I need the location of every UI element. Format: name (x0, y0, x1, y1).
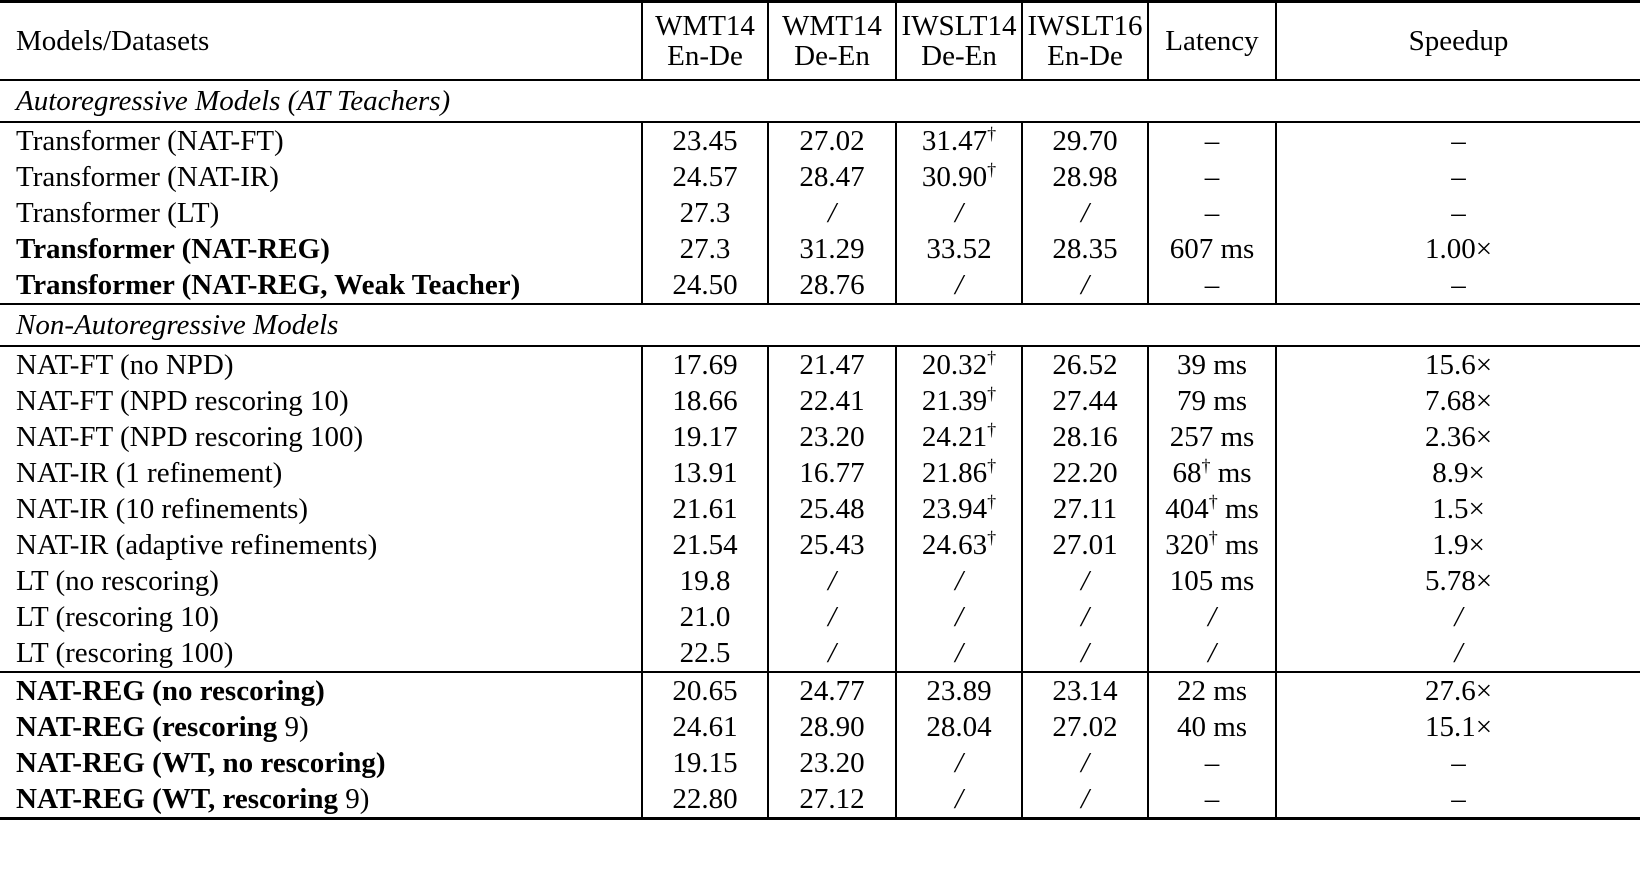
row-model-label: LT (no rescoring) (16, 564, 219, 597)
cell-iwslt16: / (1022, 781, 1148, 819)
cell-wmt14ed: 17.69 (642, 346, 768, 383)
table-row (0, 346, 1640, 383)
cell-speedup: – (1276, 267, 1640, 304)
cell-iwslt14: 24.63† (896, 527, 1022, 563)
cell-latency: 607 ms (1148, 231, 1276, 267)
cell-speedup: – (1276, 122, 1640, 159)
cell-iwslt14: 31.47† (896, 122, 1022, 159)
table-row (0, 455, 1640, 491)
cell-iwslt14: 33.52 (896, 231, 1022, 267)
cell-iwslt14: / (896, 195, 1022, 231)
cell-wmt14de: 28.90 (768, 709, 896, 745)
cell-wmt14ed: 19.17 (642, 419, 768, 455)
cell-latency: – (1148, 122, 1276, 159)
cell-wmt14de: 22.41 (768, 383, 896, 419)
cell-iwslt14: 23.94† (896, 491, 1022, 527)
cell-wmt14de: / (768, 635, 896, 672)
cell-wmt14de: 27.12 (768, 781, 896, 819)
cell-speedup: – (1276, 195, 1640, 231)
cell-iwslt16: 22.20 (1022, 455, 1148, 491)
column-header-wmt14de (768, 2, 896, 81)
table-header-row (0, 2, 1640, 81)
row-model-label: NAT-IR (10 refinements) (16, 492, 309, 525)
cell-latency: – (1148, 745, 1276, 781)
cell-speedup: 15.6× (1276, 346, 1640, 383)
cell-wmt14ed: 23.45 (642, 122, 768, 159)
cell-wmt14ed: 21.61 (642, 491, 768, 527)
cell-wmt14de: 27.02 (768, 122, 896, 159)
cell-wmt14de: 23.20 (768, 419, 896, 455)
table-row (0, 599, 1640, 635)
cell-speedup: 8.9× (1276, 455, 1640, 491)
cell-iwslt14: 21.86† (896, 455, 1022, 491)
row-model-label: NAT-IR (adaptive refinements) (16, 528, 378, 561)
row-model-label: Transformer (NAT-FT) (0, 122, 642, 159)
column-header-iwslt16 (1022, 2, 1148, 81)
cell-latency: 79 ms (1148, 383, 1276, 419)
cell-wmt14ed: 22.80 (642, 781, 768, 819)
cell-speedup: 1.5× (1276, 491, 1640, 527)
table-row (0, 781, 1640, 819)
cell-wmt14de: 25.48 (768, 491, 896, 527)
cell-wmt14ed: 20.65 (642, 672, 768, 709)
row-model-label: Transformer (NAT-IR) (16, 160, 279, 193)
section-title: Non-Autoregressive Models (0, 304, 1640, 346)
cell-speedup: 2.36× (1276, 419, 1640, 455)
row-model-label: Transformer (NAT-REG) (16, 232, 330, 265)
cell-wmt14de: 28.76 (768, 267, 896, 304)
cell-wmt14ed: 19.15 (642, 745, 768, 781)
cell-iwslt16: / (1022, 599, 1148, 635)
table-row (0, 745, 1640, 781)
table-row (0, 383, 1640, 419)
row-model-label: LT (rescoring 100) (16, 636, 234, 669)
section-title: Autoregressive Models (AT Teachers) (0, 80, 1640, 122)
cell-speedup: 27.6× (1276, 672, 1640, 709)
cell-latency: – (1148, 267, 1276, 304)
cell-iwslt16: 28.35 (1022, 231, 1148, 267)
cell-wmt14de: 16.77 (768, 455, 896, 491)
cell-wmt14ed: 13.91 (642, 455, 768, 491)
cell-wmt14de: / (768, 599, 896, 635)
cell-iwslt14: 20.32† (896, 346, 1022, 383)
column-header-line1: IWSLT16 (1027, 9, 1143, 42)
table-row (0, 267, 1640, 304)
cell-speedup: 5.78× (1276, 563, 1640, 599)
cell-iwslt16: 27.44 (1022, 383, 1148, 419)
column-header-line1: WMT14 (655, 9, 755, 42)
cell-iwslt16: 28.16 (1022, 419, 1148, 455)
cell-latency: / (1148, 635, 1276, 672)
table-row (0, 419, 1640, 455)
cell-iwslt14: / (896, 599, 1022, 635)
cell-latency: – (1148, 781, 1276, 819)
column-header-line2: De-En (794, 40, 870, 72)
table-row (0, 159, 1640, 195)
cell-wmt14ed: 24.50 (642, 267, 768, 304)
column-header-model (0, 2, 642, 81)
cell-speedup: 7.68× (1276, 383, 1640, 419)
cell-iwslt16: 29.70 (1022, 122, 1148, 159)
column-header-line2: En-De (1047, 40, 1123, 72)
section-header-row (0, 80, 1640, 122)
cell-iwslt14: 23.89 (896, 672, 1022, 709)
cell-latency: 39 ms (1148, 346, 1276, 383)
cell-wmt14de: 28.47 (768, 159, 896, 195)
cell-wmt14ed: 21.54 (642, 527, 768, 563)
cell-latency: 257 ms (1148, 419, 1276, 455)
cell-wmt14ed: 24.61 (642, 709, 768, 745)
cell-latency: – (1148, 195, 1276, 231)
cell-iwslt16: 27.01 (1022, 527, 1148, 563)
cell-iwslt14: / (896, 563, 1022, 599)
cell-iwslt14: / (896, 267, 1022, 304)
row-model-label: Transformer (NAT-REG, Weak Teacher) (16, 268, 521, 301)
row-model-label: NAT-FT (NPD rescoring 10) (16, 384, 349, 417)
row-model-label: LT (rescoring 10) (16, 600, 219, 633)
column-header-iwslt14 (896, 2, 1022, 81)
cell-wmt14de: 25.43 (768, 527, 896, 563)
row-model-label: NAT-FT (no NPD) (0, 346, 642, 383)
cell-wmt14ed: 27.3 (642, 231, 768, 267)
cell-iwslt14: / (896, 635, 1022, 672)
column-header-line1: IWSLT14 (901, 9, 1017, 42)
table-row (0, 635, 1640, 672)
table-row (0, 122, 1640, 159)
column-header-line1: Latency (1165, 24, 1259, 57)
column-header-line2: En-De (667, 40, 743, 72)
cell-iwslt16: 27.02 (1022, 709, 1148, 745)
column-header-latency (1148, 2, 1276, 81)
table-row (0, 527, 1640, 563)
cell-iwslt14: 30.90† (896, 159, 1022, 195)
table-bottom-rule (0, 819, 1640, 821)
column-header-line1: WMT14 (782, 9, 882, 42)
cell-wmt14ed: 19.8 (642, 563, 768, 599)
table-row (0, 672, 1640, 709)
cell-iwslt16: / (1022, 195, 1148, 231)
row-model-label: NAT-REG (WT, rescoring 9) (16, 782, 370, 815)
cell-wmt14de: / (768, 195, 896, 231)
cell-iwslt16: / (1022, 563, 1148, 599)
cell-speedup: – (1276, 781, 1640, 819)
cell-speedup: 15.1× (1276, 709, 1640, 745)
cell-wmt14ed: 24.57 (642, 159, 768, 195)
column-header-line1: Models/Datasets (16, 24, 210, 57)
cell-iwslt14: 24.21† (896, 419, 1022, 455)
row-model-label: NAT-FT (NPD rescoring 100) (16, 420, 364, 453)
row-model-label: NAT-IR (1 refinement) (16, 456, 283, 489)
row-model-label: NAT-REG (rescoring 9) (16, 710, 309, 743)
column-header-line2: De-En (921, 40, 997, 72)
cell-wmt14ed: 22.5 (642, 635, 768, 672)
cell-wmt14de: 21.47 (768, 346, 896, 383)
cell-iwslt16: / (1022, 635, 1148, 672)
bottom-rule-cell (0, 819, 1640, 821)
cell-iwslt14: 28.04 (896, 709, 1022, 745)
cell-speedup: 1.00× (1276, 231, 1640, 267)
cell-iwslt14: / (896, 781, 1022, 819)
cell-wmt14de: 23.20 (768, 745, 896, 781)
cell-speedup: 1.9× (1276, 527, 1640, 563)
cell-latency: 68† ms (1148, 455, 1276, 491)
cell-iwslt16: 27.11 (1022, 491, 1148, 527)
section-header-row (0, 304, 1640, 346)
table-row (0, 709, 1640, 745)
cell-wmt14ed: 18.66 (642, 383, 768, 419)
cell-speedup: / (1276, 635, 1640, 672)
row-model-label: NAT-REG (WT, no rescoring) (16, 746, 386, 779)
column-header-line1: Speedup (1408, 24, 1509, 57)
table-row (0, 491, 1640, 527)
row-model-label: Transformer (LT) (16, 196, 220, 229)
cell-wmt14de: / (768, 563, 896, 599)
cell-speedup: – (1276, 745, 1640, 781)
cell-iwslt16: 26.52 (1022, 346, 1148, 383)
cell-iwslt14: / (896, 745, 1022, 781)
cell-latency: – (1148, 159, 1276, 195)
column-header-wmt14ed (642, 2, 768, 81)
table-row (0, 563, 1640, 599)
cell-wmt14ed: 27.3 (642, 195, 768, 231)
cell-wmt14de: 24.77 (768, 672, 896, 709)
cell-speedup: / (1276, 599, 1640, 635)
row-model-label: NAT-REG (no rescoring) (0, 672, 642, 709)
cell-iwslt16: 23.14 (1022, 672, 1148, 709)
cell-wmt14ed: 21.0 (642, 599, 768, 635)
table-row (0, 195, 1640, 231)
cell-latency: / (1148, 599, 1276, 635)
table-row (0, 231, 1640, 267)
column-header-speedup (1276, 2, 1640, 81)
cell-iwslt16: / (1022, 745, 1148, 781)
cell-iwslt16: 28.98 (1022, 159, 1148, 195)
cell-latency: 404† ms (1148, 491, 1276, 527)
cell-latency: 22 ms (1148, 672, 1276, 709)
cell-latency: 40 ms (1148, 709, 1276, 745)
cell-latency: 105 ms (1148, 563, 1276, 599)
cell-latency: 320† ms (1148, 527, 1276, 563)
results-table-body (0, 2, 1640, 821)
cell-iwslt16: / (1022, 267, 1148, 304)
cell-speedup: – (1276, 159, 1640, 195)
cell-wmt14de: 31.29 (768, 231, 896, 267)
cell-iwslt14: 21.39† (896, 383, 1022, 419)
